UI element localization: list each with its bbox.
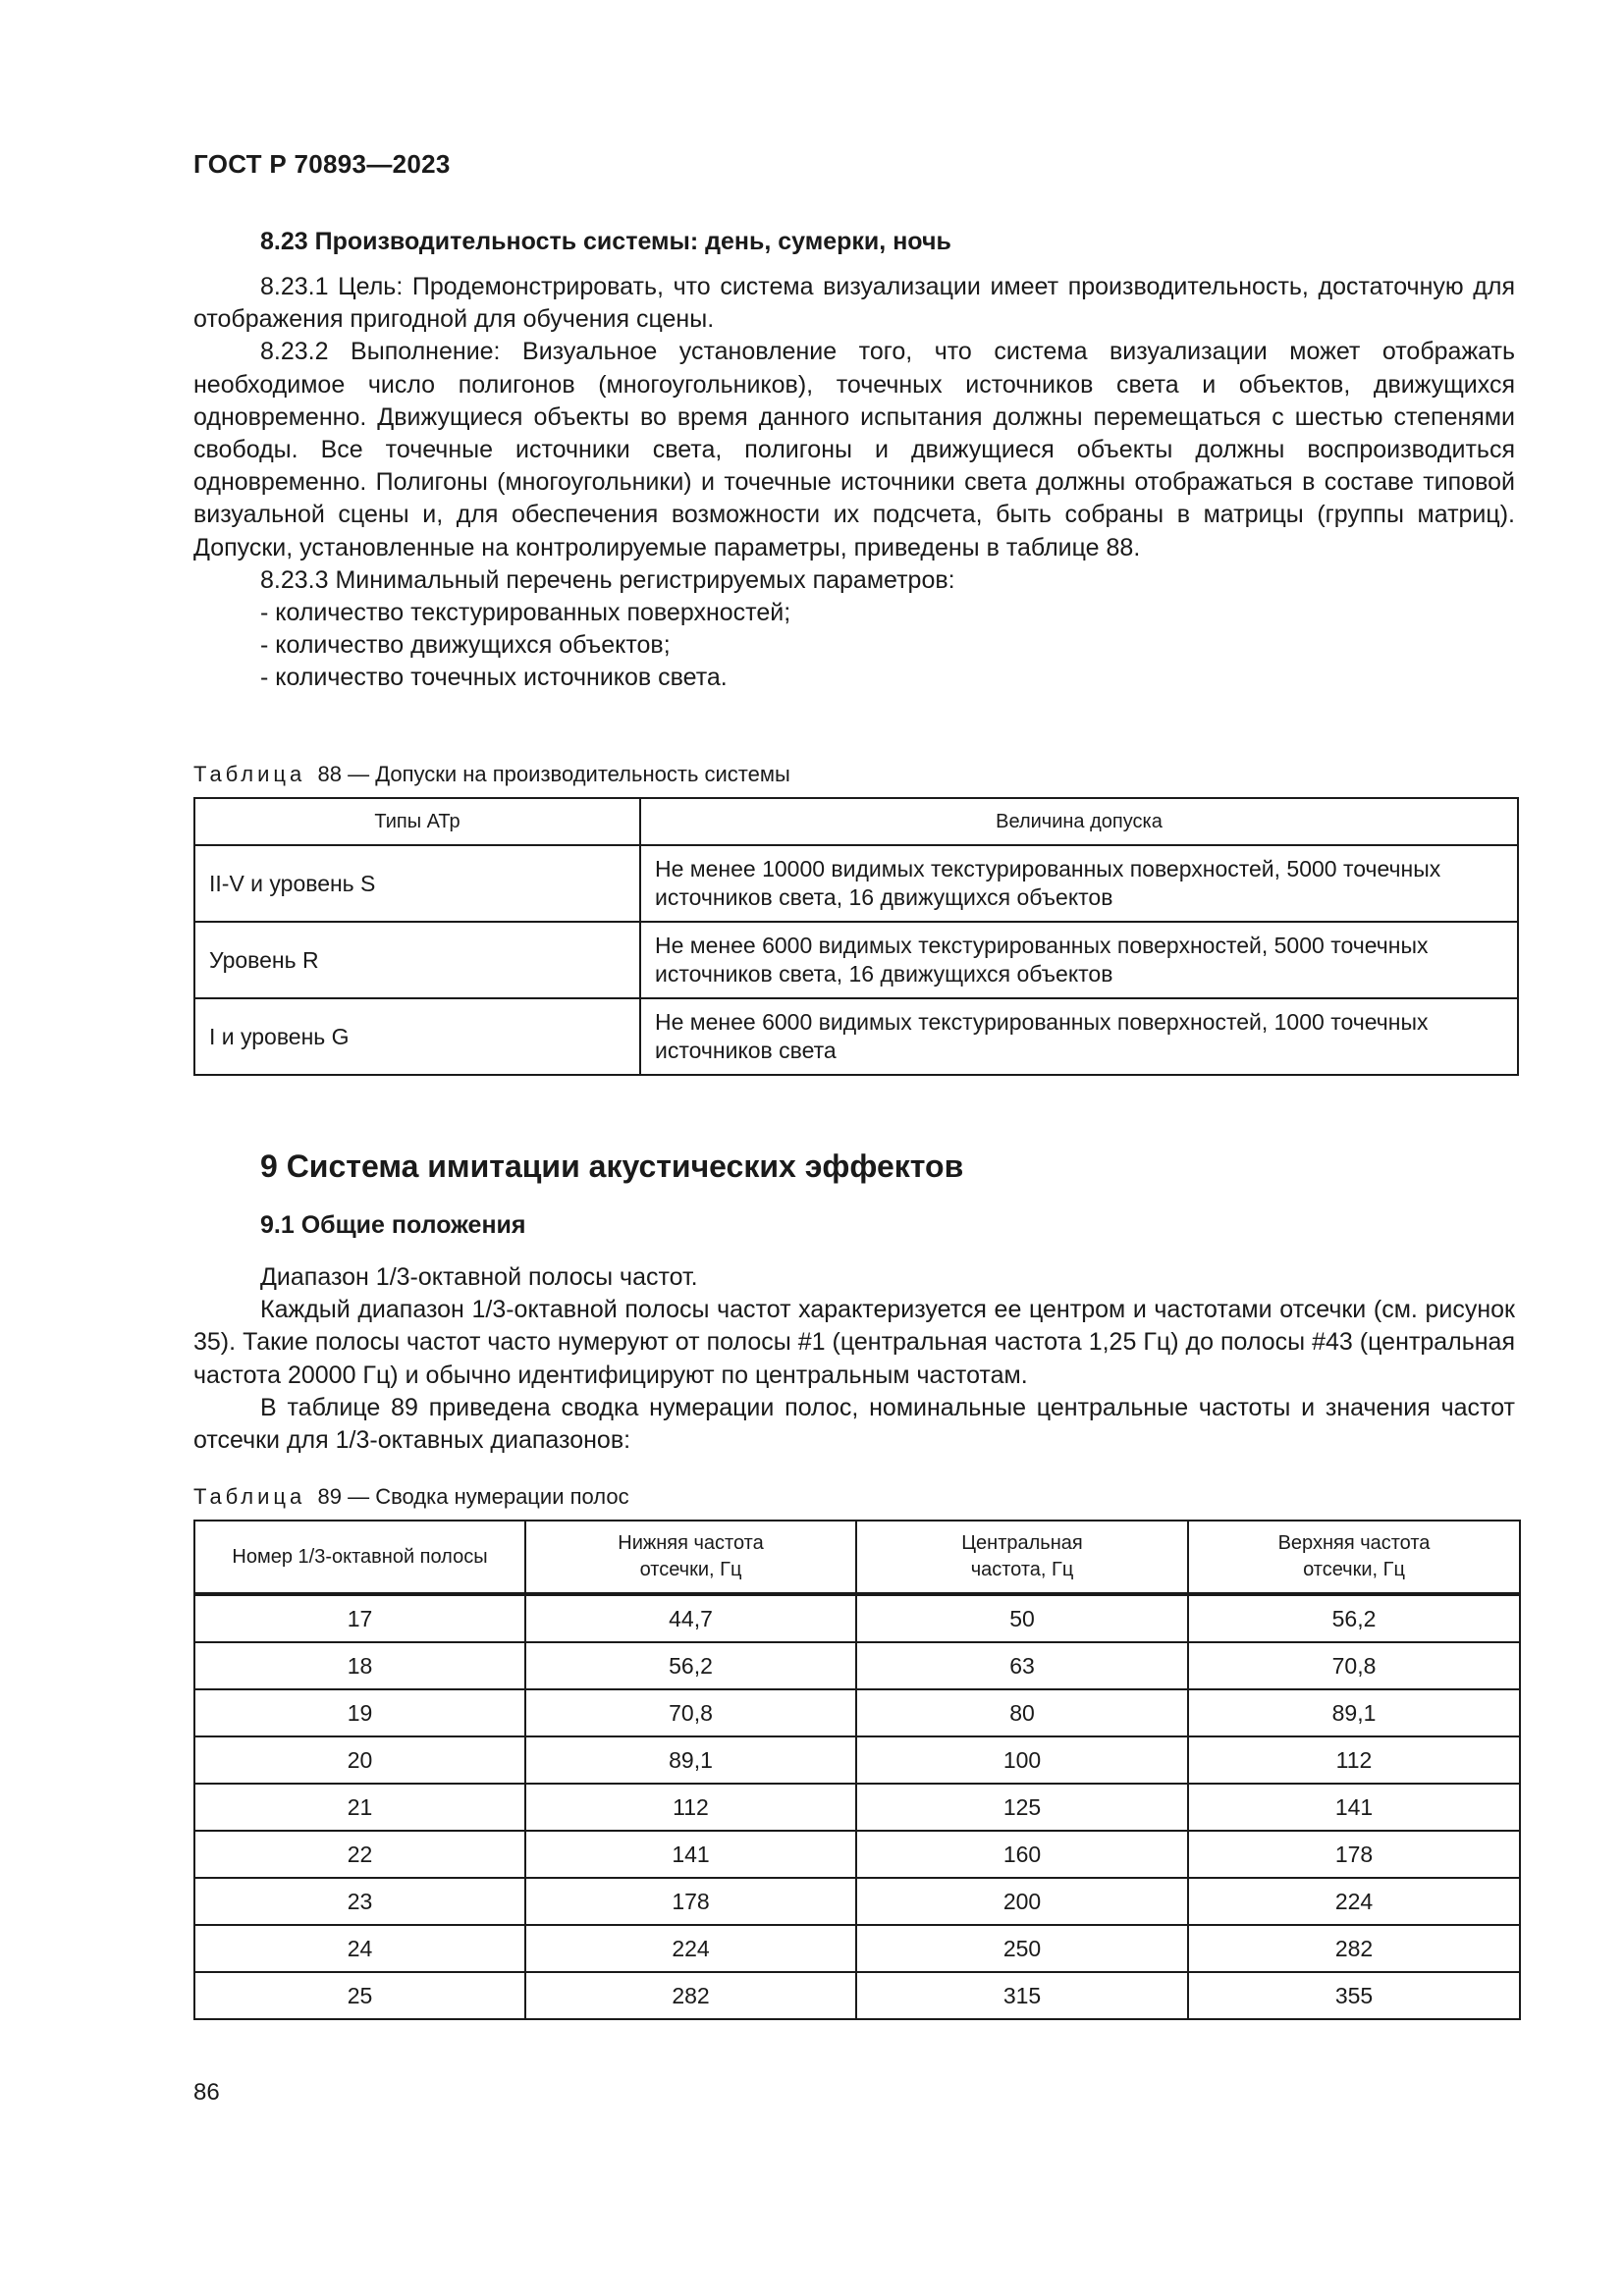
document-code: ГОСТ Р 70893—2023 [193, 149, 451, 179]
table-cell: 24 [194, 1925, 525, 1972]
table-cell: 250 [856, 1925, 1188, 1972]
section-8-23-body [193, 271, 1515, 695]
page-number: 86 [193, 2079, 220, 2106]
table-cell: 20 [194, 1736, 525, 1784]
table-cell: II-V и уровень S [194, 845, 640, 922]
table-88-caption [193, 762, 790, 787]
table-cell: Не менее 6000 видимых текстурированных поверхностей, 5000 точечных источников света, 16 движущихся объектов [640, 922, 1518, 998]
table-header-row [194, 798, 1518, 845]
table-row [194, 1972, 1520, 2019]
table-header-row [194, 1521, 1520, 1594]
table-cell: 224 [525, 1925, 856, 1972]
table-cell: 22 [194, 1831, 525, 1878]
table-cell: 25 [194, 1972, 525, 2019]
table-cell: 141 [525, 1831, 856, 1878]
table-cell: 44,7 [525, 1594, 856, 1642]
column-header: Типы АТр [194, 798, 640, 845]
table-row [194, 998, 1518, 1075]
column-header: Центральная частота, Гц [856, 1521, 1188, 1594]
table-cell: 18 [194, 1642, 525, 1689]
column-header: Номер 1/3-октавной полосы [194, 1521, 525, 1594]
table-cell: 21 [194, 1784, 525, 1831]
table-cell: 112 [525, 1784, 856, 1831]
table-row [194, 1642, 1520, 1689]
table-cell: Уровень R [194, 922, 640, 998]
table-caption-label: Таблица [193, 762, 306, 786]
table-cell: I и уровень G [194, 998, 640, 1075]
table-caption-text: 89 — Сводка нумерации полос [317, 1484, 629, 1509]
section-9-1-body [193, 1261, 1515, 1457]
paragraph-8-23-3: 8.23.3 Минимальный перечень регистрируемых параметров: [260, 565, 955, 594]
list-item: - количество текстурированных поверхностей; [260, 599, 791, 627]
table-cell: 56,2 [525, 1642, 856, 1689]
paragraph: Каждый диапазон 1/3-октавной полосы частот характеризуется ее центром и частотами отсечки (см. рисунок 35). Такие полосы частот часто нумеруют от полосы #1 (центральная частота 1,25 Гц) до полосы #43 (центральная частота 20000 Гц) и обычно идентифицируют по центральным частотам. [193, 1296, 1515, 1389]
table-row [194, 1784, 1520, 1831]
table-89-caption [193, 1484, 629, 1510]
table-row [194, 1689, 1520, 1736]
table-cell: 63 [856, 1642, 1188, 1689]
paragraph-8-23-2: 8.23.2 Выполнение: Визуальное установление того, что система визуализации может отображать необходимое число полигонов (многоугольников), точечных источников света и объектов, движущихся одновременно. Движущиеся объекты во время данного испытания должны перемещаться с шестью степенями свободы. Все точечные источники света, полигоны и движущиеся объекты должны воспроизводиться одновременно. Полигоны (многоугольники) и точечные источники света должны отображаться в составе типовой визуальной сцены и, для обеспечения возможности их подсчета, быть собраны в матрицы (группы матриц). Допуски, установленные на контролируемые параметры, приведены в таблице 88. [193, 338, 1515, 561]
table-cell: 89,1 [525, 1736, 856, 1784]
table-cell: 23 [194, 1878, 525, 1925]
table-cell: 70,8 [525, 1689, 856, 1736]
table-caption-text: 88 — Допуски на производительность системы [317, 762, 790, 786]
table-cell: Не менее 6000 видимых текстурированных поверхностей, 1000 точечных источников света [640, 998, 1518, 1075]
table-cell: 178 [1188, 1831, 1520, 1878]
table-cell: 100 [856, 1736, 1188, 1784]
table-row [194, 922, 1518, 998]
paragraph: Диапазон 1/3-октавной полосы частот. [260, 1263, 698, 1291]
section-9-1-heading: 9.1 Общие положения [260, 1211, 526, 1239]
column-header: Величина допуска [640, 798, 1518, 845]
column-header: Верхняя частота отсечки, Гц [1188, 1521, 1520, 1594]
list-item: - количество движущихся объектов; [260, 631, 671, 660]
table-cell: 50 [856, 1594, 1188, 1642]
table-cell: 200 [856, 1878, 1188, 1925]
table-caption-label: Таблица [193, 1484, 306, 1509]
column-header: Нижняя частота отсечки, Гц [525, 1521, 856, 1594]
table-cell: 315 [856, 1972, 1188, 2019]
table-cell: 17 [194, 1594, 525, 1642]
table-row [194, 1736, 1520, 1784]
table-row [194, 1878, 1520, 1925]
table-cell: 80 [856, 1689, 1188, 1736]
table-cell: 282 [1188, 1925, 1520, 1972]
table-cell: 141 [1188, 1784, 1520, 1831]
section-9-heading: 9 Система имитации акустических эффектов [260, 1148, 964, 1184]
paragraph: В таблице 89 приведена сводка нумерации полос, номинальные центральные частоты и значения частот отсечки для 1/3-октавных диапазонов: [193, 1393, 1515, 1455]
table-cell: 282 [525, 1972, 856, 2019]
table-cell: 19 [194, 1689, 525, 1736]
table-row [194, 1925, 1520, 1972]
table-cell: 224 [1188, 1878, 1520, 1925]
list-item: - количество точечных источников света. [260, 664, 728, 692]
table-89-body [194, 1594, 1520, 2019]
table-cell: 70,8 [1188, 1642, 1520, 1689]
table-88 [193, 797, 1519, 1076]
paragraph-8-23-1: 8.23.1 Цель: Продемонстрировать, что система визуализации имеет производительность, достаточную для отображения пригодной для обучения сцены. [193, 273, 1515, 334]
table-cell: 125 [856, 1784, 1188, 1831]
table-cell: 355 [1188, 1972, 1520, 2019]
table-cell: 112 [1188, 1736, 1520, 1784]
table-row [194, 845, 1518, 922]
table-cell: Не менее 10000 видимых текстурированных поверхностей, 5000 точечных источников света, 16 движущихся объектов [640, 845, 1518, 922]
table-cell: 178 [525, 1878, 856, 1925]
table-cell: 160 [856, 1831, 1188, 1878]
table-cell: 56,2 [1188, 1594, 1520, 1642]
section-8-23-heading: 8.23 Производительность системы: день, сумерки, ночь [260, 228, 951, 255]
table-cell: 89,1 [1188, 1689, 1520, 1736]
table-row [194, 1594, 1520, 1642]
table-89 [193, 1520, 1521, 2020]
table-row [194, 1831, 1520, 1878]
